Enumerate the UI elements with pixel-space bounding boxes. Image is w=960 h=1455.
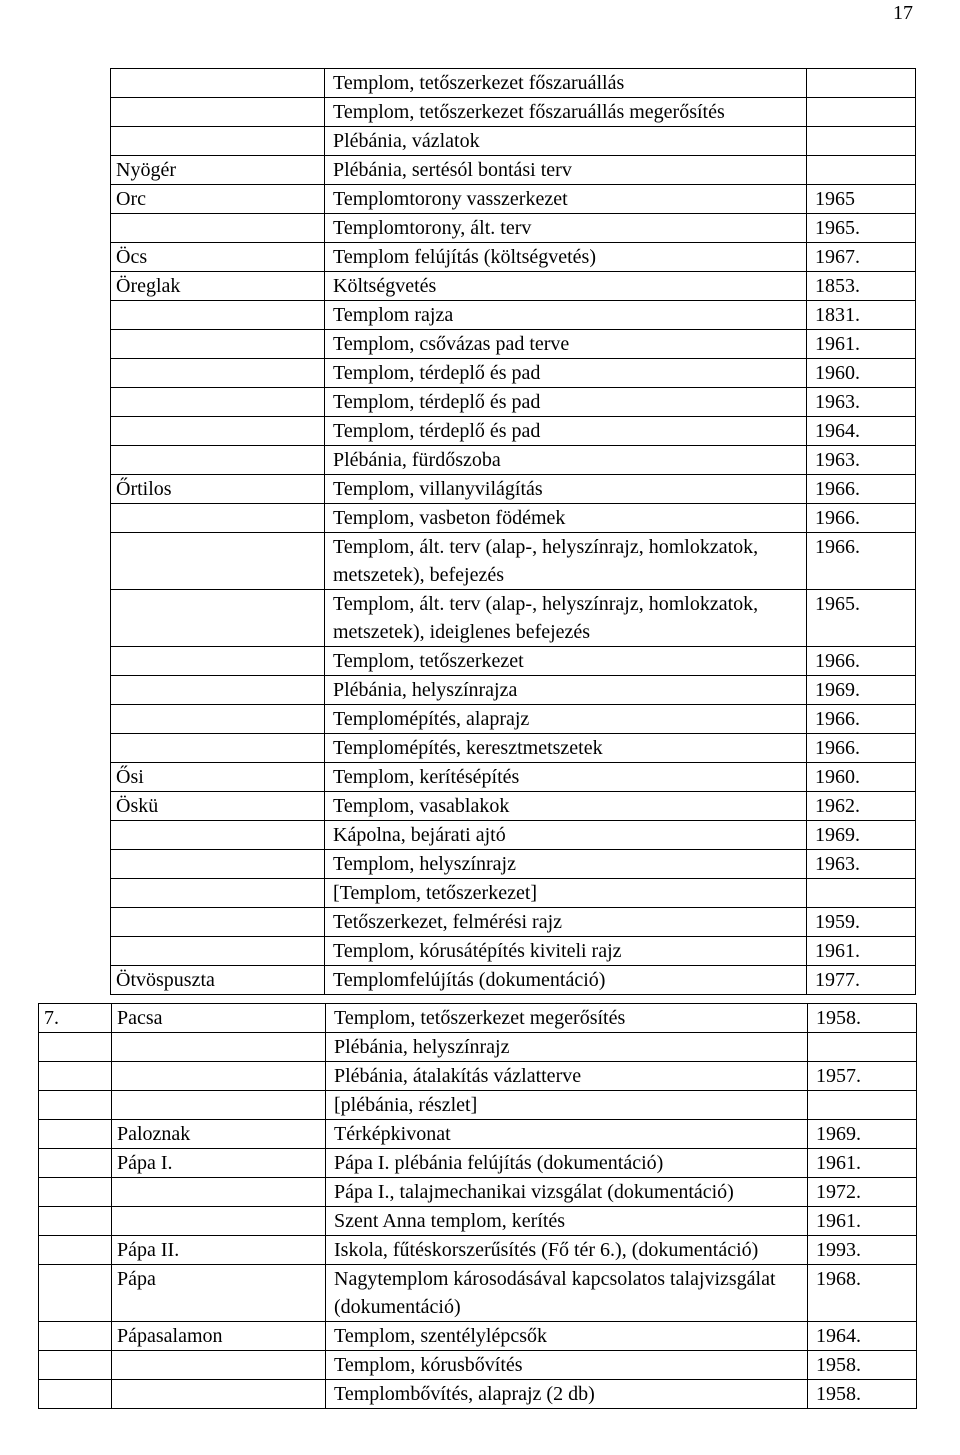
year-cell: 1968. — [808, 1265, 917, 1322]
table-row — [111, 446, 916, 475]
table-row — [39, 1380, 917, 1409]
description-cell: Templom, tetőszerkezet megerősítés — [326, 1004, 808, 1033]
table-row — [111, 272, 916, 301]
year-cell: 1969. — [808, 1120, 917, 1149]
year-cell: 1966. — [807, 734, 916, 763]
table-row — [111, 908, 916, 937]
year-cell: 1969. — [807, 676, 916, 705]
year-cell — [808, 1091, 917, 1120]
year-cell — [807, 98, 916, 127]
year-cell: 1959. — [807, 908, 916, 937]
year-cell: 1958. — [808, 1004, 917, 1033]
table-row — [111, 966, 916, 995]
year-cell: 1966. — [807, 475, 916, 504]
page-number: 17 — [893, 2, 913, 24]
description-cell: Templom, ált. terv (alap-, helyszínrajz, homlokzatok, metszetek), ideiglenes befejezés — [325, 590, 807, 647]
description-cell: Plébánia, vázlatok — [325, 127, 807, 156]
description-cell: Templomépítés, keresztmetszetek — [325, 734, 807, 763]
year-cell: 1960. — [807, 359, 916, 388]
table-row — [111, 850, 916, 879]
place-cell — [112, 1062, 326, 1091]
place-cell — [111, 214, 325, 243]
year-cell: 1963. — [807, 446, 916, 475]
table-row — [111, 734, 916, 763]
year-cell: 1965. — [807, 214, 916, 243]
row-number-cell — [39, 1178, 112, 1207]
description-cell: Plébánia, helyszínrajz — [326, 1033, 808, 1062]
description-cell: Plébánia, helyszínrajza — [325, 676, 807, 705]
year-cell: 1961. — [807, 330, 916, 359]
year-cell: 1831. — [807, 301, 916, 330]
year-cell: 1958. — [808, 1351, 917, 1380]
place-cell: Pápasalamon — [112, 1322, 326, 1351]
year-cell: 1853. — [807, 272, 916, 301]
description-cell: Templom, villanyvilágítás — [325, 475, 807, 504]
year-cell: 1977. — [807, 966, 916, 995]
archive-table-2 — [38, 1003, 917, 1409]
row-number-cell — [39, 1033, 112, 1062]
year-cell — [807, 69, 916, 98]
year-cell: 1966. — [807, 705, 916, 734]
place-cell: Ősi — [111, 763, 325, 792]
year-cell: 1963. — [807, 850, 916, 879]
place-cell — [111, 850, 325, 879]
description-cell: Szent Anna templom, kerítés — [326, 1207, 808, 1236]
row-number-cell — [39, 1236, 112, 1265]
place-cell — [111, 821, 325, 850]
row-number-cell — [39, 1091, 112, 1120]
place-cell — [111, 908, 325, 937]
year-cell — [807, 127, 916, 156]
place-cell: Ötvöspuszta — [111, 966, 325, 995]
description-cell: Templom, tetőszerkezet — [325, 647, 807, 676]
table-row — [111, 937, 916, 966]
place-cell — [112, 1091, 326, 1120]
year-cell: 1963. — [807, 388, 916, 417]
place-cell — [111, 127, 325, 156]
description-cell: Költségvetés — [325, 272, 807, 301]
table-row — [39, 1004, 917, 1033]
description-cell: Templom, szentélylépcsők — [326, 1322, 808, 1351]
table-row — [111, 185, 916, 214]
place-cell — [111, 98, 325, 127]
place-cell — [111, 676, 325, 705]
description-cell: Templom rajza — [325, 301, 807, 330]
table-row — [111, 156, 916, 185]
place-cell — [111, 359, 325, 388]
year-cell: 1957. — [808, 1062, 917, 1091]
description-cell: Plébánia, sertésól bontási terv — [325, 156, 807, 185]
description-cell: Iskola, fűtéskorszerűsítés (Fő tér 6.), (dokumentáció) — [326, 1236, 808, 1265]
table-row — [111, 388, 916, 417]
description-cell: Templom, helyszínrajz — [325, 850, 807, 879]
description-cell: Templom, térdeplő és pad — [325, 388, 807, 417]
table-row — [111, 676, 916, 705]
description-cell: Nagytemplom károsodásával kapcsolatos talajvizsgálat (dokumentáció) — [326, 1265, 808, 1322]
description-cell: Plébánia, átalakítás vázlatterve — [326, 1062, 808, 1091]
year-cell: 1961. — [808, 1149, 917, 1178]
description-cell: Templom, kórusátépítés kiviteli rajz — [325, 937, 807, 966]
year-cell: 1961. — [808, 1207, 917, 1236]
table-row — [111, 792, 916, 821]
place-cell: Öskü — [111, 792, 325, 821]
table-row — [111, 647, 916, 676]
description-cell: Templom, tetőszerkezet főszaruállás — [325, 69, 807, 98]
table-row — [111, 705, 916, 734]
year-cell: 1969. — [807, 821, 916, 850]
row-number-cell — [39, 1149, 112, 1178]
year-cell: 1967. — [807, 243, 916, 272]
table-row — [111, 98, 916, 127]
table-row — [111, 417, 916, 446]
description-cell: Templomtorony, ált. terv — [325, 214, 807, 243]
description-cell: Templomfelújítás (dokumentáció) — [325, 966, 807, 995]
table-row — [111, 214, 916, 243]
place-cell: Öreglak — [111, 272, 325, 301]
year-cell: 1965. — [807, 590, 916, 647]
description-cell: Templom, tetőszerkezet főszaruállás megerősítés — [325, 98, 807, 127]
table-row — [39, 1351, 917, 1380]
table-row — [39, 1149, 917, 1178]
archive-table-1 — [110, 68, 916, 995]
place-cell — [112, 1351, 326, 1380]
description-cell: [plébánia, részlet] — [326, 1091, 808, 1120]
description-cell: Templom, vasbeton födémek — [325, 504, 807, 533]
row-number-cell — [39, 1062, 112, 1091]
table-row — [111, 301, 916, 330]
table-row — [39, 1265, 917, 1322]
place-cell — [112, 1207, 326, 1236]
place-cell: Pápa II. — [112, 1236, 326, 1265]
table-row — [39, 1033, 917, 1062]
description-cell: Templom, csővázas pad terve — [325, 330, 807, 359]
table-row — [111, 504, 916, 533]
description-cell: Templom, vasablakok — [325, 792, 807, 821]
place-cell: Pacsa — [112, 1004, 326, 1033]
year-cell: 1966. — [807, 504, 916, 533]
description-cell: Templomtorony vasszerkezet — [325, 185, 807, 214]
table-row — [111, 763, 916, 792]
table-row — [111, 243, 916, 272]
table-row — [39, 1322, 917, 1351]
table-row — [111, 533, 916, 590]
place-cell — [112, 1033, 326, 1062]
row-number-cell — [39, 1351, 112, 1380]
year-cell: 1972. — [808, 1178, 917, 1207]
table-row — [111, 879, 916, 908]
description-cell: Pápa I., talajmechanikai vizsgálat (dokumentáció) — [326, 1178, 808, 1207]
description-cell: Templom felújítás (költségvetés) — [325, 243, 807, 272]
place-cell: Orc — [111, 185, 325, 214]
place-cell: Nyögér — [111, 156, 325, 185]
year-cell: 1966. — [807, 647, 916, 676]
description-cell: Templombővítés, alaprajz (2 db) — [326, 1380, 808, 1409]
year-cell — [808, 1033, 917, 1062]
place-cell — [111, 879, 325, 908]
place-cell — [111, 533, 325, 590]
year-cell — [807, 879, 916, 908]
table-row — [111, 821, 916, 850]
table-row — [111, 69, 916, 98]
table-row — [111, 127, 916, 156]
year-cell: 1960. — [807, 763, 916, 792]
table-row — [111, 359, 916, 388]
place-cell — [111, 301, 325, 330]
year-cell: 1966. — [807, 533, 916, 590]
place-cell: Pápa I. — [112, 1149, 326, 1178]
place-cell — [111, 446, 325, 475]
place-cell — [112, 1178, 326, 1207]
table-row — [111, 475, 916, 504]
table-row — [111, 330, 916, 359]
place-cell — [111, 388, 325, 417]
year-cell: 1993. — [808, 1236, 917, 1265]
year-cell: 1958. — [808, 1380, 917, 1409]
place-cell — [111, 937, 325, 966]
description-cell: Pápa I. plébánia felújítás (dokumentáció) — [326, 1149, 808, 1178]
year-cell: 1964. — [808, 1322, 917, 1351]
row-number-cell — [39, 1207, 112, 1236]
description-cell: Templom, kórusbővítés — [326, 1351, 808, 1380]
row-number-cell — [39, 1380, 112, 1409]
table-row — [39, 1062, 917, 1091]
table-row — [39, 1236, 917, 1265]
place-cell: Pápa — [112, 1265, 326, 1322]
year-cell: 1962. — [807, 792, 916, 821]
description-cell: Tetőszerkezet, felmérési rajz — [325, 908, 807, 937]
table-row — [39, 1178, 917, 1207]
description-cell: Plébánia, fürdőszoba — [325, 446, 807, 475]
description-cell: [Templom, tetőszerkezet] — [325, 879, 807, 908]
description-cell: Kápolna, bejárati ajtó — [325, 821, 807, 850]
description-cell: Templom, térdeplő és pad — [325, 417, 807, 446]
place-cell — [111, 590, 325, 647]
year-cell — [807, 156, 916, 185]
description-cell: Templom, kerítésépítés — [325, 763, 807, 792]
place-cell: Öcs — [111, 243, 325, 272]
year-cell: 1964. — [807, 417, 916, 446]
description-cell: Templomépítés, alaprajz — [325, 705, 807, 734]
place-cell — [111, 647, 325, 676]
place-cell — [111, 705, 325, 734]
row-number-cell — [39, 1120, 112, 1149]
year-cell: 1965 — [807, 185, 916, 214]
description-cell: Templom, ált. terv (alap-, helyszínrajz, homlokzatok, metszetek), befejezés — [325, 533, 807, 590]
place-cell — [112, 1380, 326, 1409]
place-cell — [111, 69, 325, 98]
place-cell: Paloznak — [112, 1120, 326, 1149]
place-cell — [111, 504, 325, 533]
place-cell: Őrtilos — [111, 475, 325, 504]
year-cell: 1961. — [807, 937, 916, 966]
description-cell: Templom, térdeplő és pad — [325, 359, 807, 388]
table-row — [39, 1207, 917, 1236]
place-cell — [111, 330, 325, 359]
row-number-cell — [39, 1265, 112, 1322]
row-number-cell — [39, 1322, 112, 1351]
row-number-cell: 7. — [39, 1004, 112, 1033]
place-cell — [111, 734, 325, 763]
table-row — [39, 1120, 917, 1149]
table-row — [111, 590, 916, 647]
table-row — [39, 1091, 917, 1120]
place-cell — [111, 417, 325, 446]
description-cell: Térképkivonat — [326, 1120, 808, 1149]
